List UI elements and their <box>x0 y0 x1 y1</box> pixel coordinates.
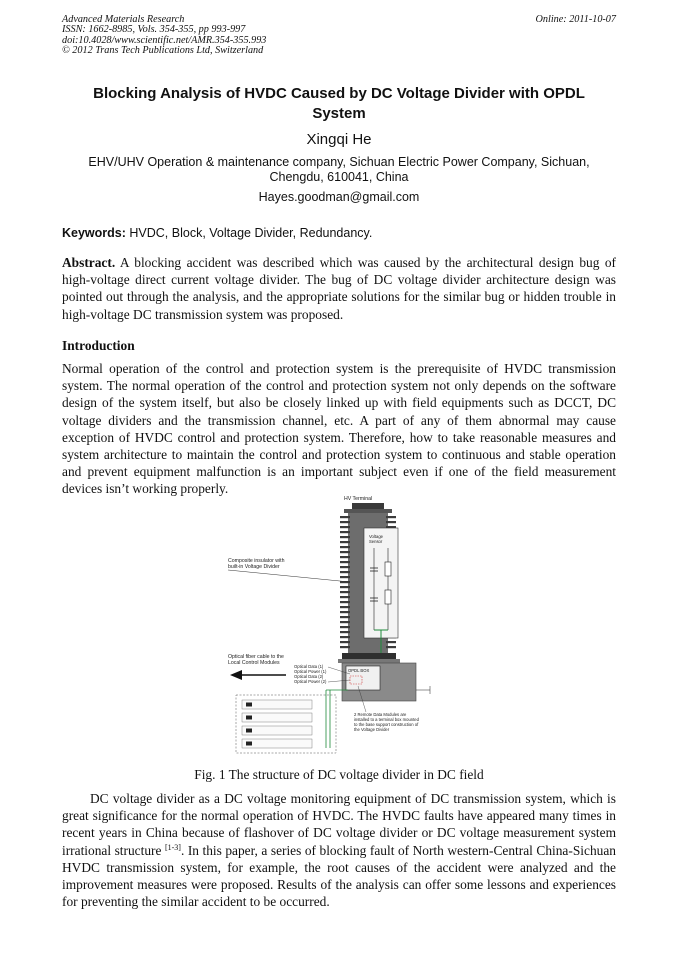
shed-left <box>340 591 350 593</box>
issn-line: ISSN: 1662-8985, Vols. 354-355, pp 993-997 <box>62 24 246 36</box>
top-cap <box>352 503 384 509</box>
online-date: Online: 2011-10-07 <box>535 14 616 25</box>
fig-label-opdl-box: OPDL BOX <box>348 668 370 673</box>
shed-left <box>340 626 350 628</box>
figure-voltage-divider <box>216 490 464 760</box>
shed-left <box>340 571 350 573</box>
affiliation-line-1: EHV/UHV Operation & maintenance company, Sichuan Electric Power Company, Sichuan, <box>88 155 590 169</box>
shed-left <box>340 561 350 563</box>
fig-label-sensor: Sensor <box>369 539 383 544</box>
fig-label-hv-terminal: HV Terminal <box>344 496 373 502</box>
shed-right <box>386 641 396 643</box>
journal-name: Advanced Materials Research <box>62 14 185 25</box>
fig-label-composite-2: built-in Voltage Divider <box>228 564 280 570</box>
keywords-label: Keywords: <box>62 226 126 240</box>
figure-caption: Fig. 1 The structure of DC voltage divider in DC field <box>194 767 484 782</box>
control-module <box>242 726 312 735</box>
abstract <box>62 254 616 323</box>
abstract-text: A blocking accident was described which was caused by the architectural design bug of high-voltage direct current voltage divider. The bug of DC voltage divider architecture design was pointed out through the analysis, and the appropriate solutions for the similar bug or hidden trouble in high-voltage DC transmission system was proposed. <box>62 255 616 322</box>
abstract-label: Abstract. <box>62 255 116 270</box>
section-heading-introduction: Introduction <box>62 338 135 353</box>
shed-left <box>340 541 350 543</box>
shed-left <box>340 551 350 553</box>
fig-label-voltage: Voltage <box>369 534 383 539</box>
control-module-rows <box>242 700 312 748</box>
module-port <box>246 716 252 720</box>
body-text-1: DC voltage divider as a DC voltage monitoring equipment of DC transmission system, which is great significance for the normal operation of HVDC. The HVDC faults have appeared many times in recent years in China because of flashover of DC voltage divider or DC voltage measurement system irrational structure <box>62 791 616 858</box>
shed-left <box>340 631 350 633</box>
composite-leader <box>228 570 350 582</box>
module-port <box>246 742 252 746</box>
fig-label-signal-1: Optical Data (1) <box>294 664 324 669</box>
fig-label-note-2: installed to a terminal box mounted <box>354 717 419 722</box>
author-email[interactable]: Hayes.goodman@gmail.com <box>258 190 420 204</box>
shed-left <box>340 516 350 518</box>
fiber-arrow-head <box>230 670 242 680</box>
control-module <box>242 700 312 709</box>
base-flange <box>342 653 396 659</box>
keywords-text: HVDC, Block, Voltage Divider, Redundancy. <box>129 226 373 240</box>
fig-label-note-3: to the base support construction of <box>354 722 419 727</box>
shed-left <box>340 586 350 588</box>
fig-label-note-1: 2 Remote Data Modules are <box>354 712 407 717</box>
shed-left <box>340 636 350 638</box>
module-port <box>246 729 252 733</box>
shed-left <box>340 606 350 608</box>
shed-left <box>340 566 350 568</box>
top-flange <box>344 509 392 513</box>
shed-right <box>386 516 396 518</box>
author-name: Xingqi He <box>306 131 372 148</box>
resistor-1 <box>385 562 391 576</box>
fig-label-signal-3: Optical Data (2) <box>294 674 324 679</box>
fig-label-note-4: the Voltage Divider <box>354 727 390 732</box>
shed-left <box>340 526 350 528</box>
control-module <box>242 713 312 722</box>
fig-label-signal-2: Optical Power (1) <box>294 669 327 674</box>
resistor-2 <box>385 590 391 604</box>
title-line-2: System <box>312 105 366 122</box>
fig-label-fiber-1: Optical fiber cable to the <box>228 654 284 660</box>
shed-left <box>340 611 350 613</box>
body-paragraph <box>62 790 616 910</box>
shed-left <box>340 536 350 538</box>
introduction-paragraph: Normal operation of the control and protection system is the prerequisite of HVDC transmission system. The normal operation of the control and protection system not only depends on the software design of the system itself, but also be closely linked up with field equipments such as DCCT, DC voltage dividers and the transmission channel, etc. A part of any of them abnormal may cause exception of HVDC control and protection system. Therefore, how to take reasonable measures and system architecture to maintain the control and protection system to continuous and stable operation and prevent equipment malfunction is an important subject even if one of the field measurement devices isn’t working properly. <box>62 361 616 497</box>
module-port <box>246 703 252 707</box>
base-plate <box>338 659 400 663</box>
citation-ref[interactable]: [1-3] <box>164 842 181 852</box>
journal-header <box>62 15 616 57</box>
shed-left <box>340 621 350 623</box>
doi-line: doi:10.4028/www.scientific.net/AMR.354-355.993 <box>62 34 267 46</box>
fig-label-signal-4: Optical Power (2) <box>294 679 327 684</box>
copyright-line: © 2012 Trans Tech Publications Ltd, Switzerland <box>62 45 264 57</box>
shed-left <box>340 601 350 603</box>
shed-left <box>340 576 350 578</box>
control-module <box>242 739 312 748</box>
affiliation-line-2: Chengdu, 610041, China <box>269 170 409 184</box>
shed-left <box>340 546 350 548</box>
affiliation <box>62 155 616 185</box>
voltage-divider-diagram <box>216 490 464 760</box>
keywords <box>62 226 616 241</box>
title-line-1: Blocking Analysis of HVDC Caused by DC Voltage Divider with OPDL <box>93 85 585 102</box>
shed-left <box>340 641 350 643</box>
shed-left <box>340 616 350 618</box>
shed-left <box>340 596 350 598</box>
shed-left <box>340 556 350 558</box>
fig-label-fiber-2: Local Control Modules <box>228 660 280 666</box>
body-text-2: . In this paper, a series of blocking fault of North western-Central China-Sichuan HVDC transmission system, for example, the root causes of the accident were analyzed and the improvement measures were proposed. Results of the analysis can offer some lessons and experiences for preventing the similar accident to be occurred. <box>62 842 616 910</box>
fig-label-composite-1: Composite insulator with <box>228 558 285 564</box>
shed-left <box>340 531 350 533</box>
shed-right <box>386 521 396 523</box>
shed-left <box>340 521 350 523</box>
paper-title <box>62 84 616 124</box>
divider-window <box>364 528 398 638</box>
shed-right <box>386 646 396 648</box>
shed-left <box>340 646 350 648</box>
